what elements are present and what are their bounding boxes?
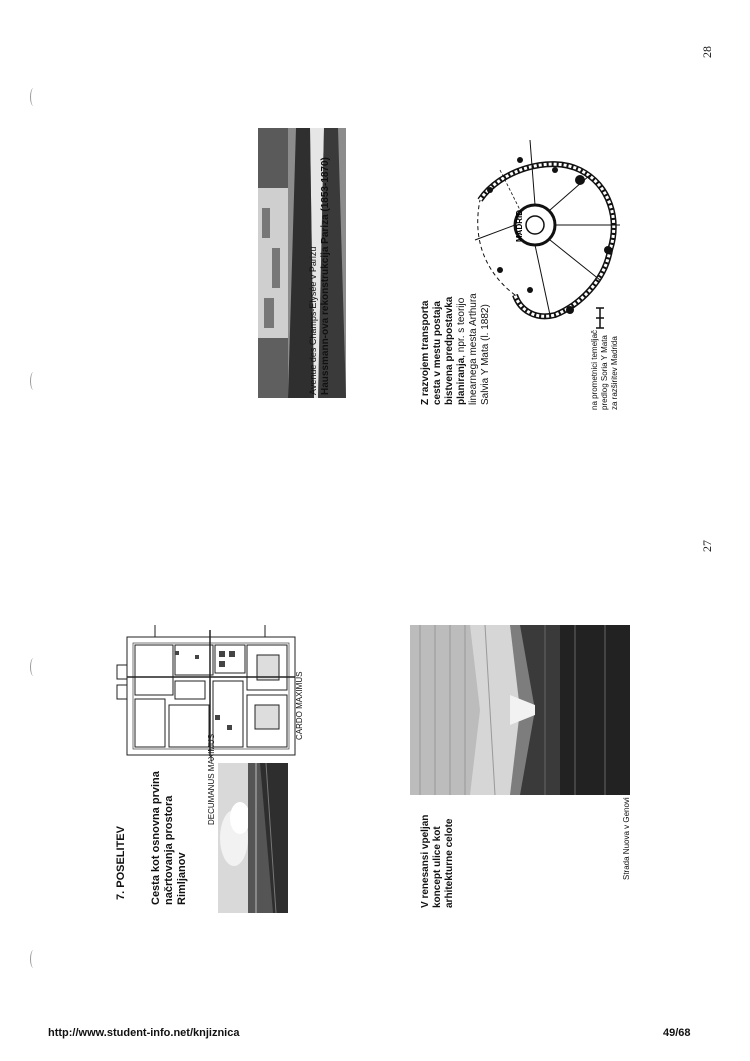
label-cardo-maximus: CARDO MAXIMUS bbox=[295, 671, 304, 740]
roman-town-plan bbox=[115, 625, 300, 760]
strada-nuova-photo bbox=[410, 625, 630, 795]
madrid-caption-line: predlog Soria Y Mata bbox=[600, 335, 609, 410]
madrid-map-label: MADRID bbox=[515, 210, 524, 242]
slide4-mixed-bold: planiranja bbox=[456, 357, 467, 405]
label-decumanus-maximus: DECUMANUS MAXIMUS bbox=[207, 733, 216, 825]
slide2-line: koncept ulice kot bbox=[432, 826, 443, 908]
madrid-map bbox=[460, 130, 635, 330]
slide1-line: načrtovanja prostora bbox=[163, 795, 175, 905]
slide2-line: V renesansi vpeljan bbox=[420, 814, 431, 908]
champs-elysees-caption: Avenue des Champs-Elysée v Parizu bbox=[308, 246, 318, 395]
slide1-line: Cesta kot osnovna prvina bbox=[150, 771, 162, 905]
slide4-small-line: Salvia Y Mata (l. 1882) bbox=[480, 304, 491, 405]
slide4-small-line: linearnega mesta Arthura bbox=[468, 293, 479, 405]
strada-nuova-caption: Strada Nuova v Genovi bbox=[622, 797, 631, 880]
page-number-middle: 27 bbox=[700, 540, 714, 552]
margin-mark bbox=[30, 372, 37, 390]
roman-road-photo bbox=[218, 763, 288, 913]
street-illustration bbox=[410, 625, 630, 795]
slide2-line: arhitekturne celote bbox=[444, 818, 455, 908]
roman-road-illustration bbox=[218, 763, 288, 913]
margin-mark bbox=[30, 950, 37, 968]
slide4-bold-line: bistvena predpostavka bbox=[444, 296, 455, 405]
slide1-heading: 7. POSELITEV bbox=[115, 826, 127, 900]
slide4-bold-line: cesta v mestu postaja bbox=[432, 301, 443, 405]
slide1-text bbox=[150, 771, 189, 905]
haussmann-title: Haussmann-ova rekonstrukcija Pariza (1853-1870) bbox=[320, 157, 331, 395]
page-number-top: 28 bbox=[700, 46, 714, 58]
margin-mark bbox=[30, 88, 37, 106]
slide4-bold-line: Z razvojem transporta bbox=[420, 300, 431, 405]
footer-page-count: 49/68 bbox=[663, 1027, 691, 1039]
champs-elysees-photo bbox=[258, 128, 346, 398]
margin-mark bbox=[30, 658, 37, 676]
slide2-text bbox=[420, 815, 456, 908]
slide1-line: Rimljanov bbox=[176, 852, 188, 905]
slide4-mixed-rest: , npr. s teorijo bbox=[456, 297, 467, 358]
madrid-caption-line: za razširitev Madrida bbox=[610, 336, 619, 410]
footer-url[interactable]: http://www.student-info.net/knjiznica bbox=[48, 1027, 240, 1039]
madrid-caption-line: na prometnici temeljač bbox=[590, 329, 599, 410]
avenue-illustration bbox=[258, 128, 346, 398]
madrid-caption bbox=[590, 330, 620, 410]
madrid-linear-city-map bbox=[460, 130, 635, 330]
town-plan-drawing bbox=[115, 625, 300, 760]
